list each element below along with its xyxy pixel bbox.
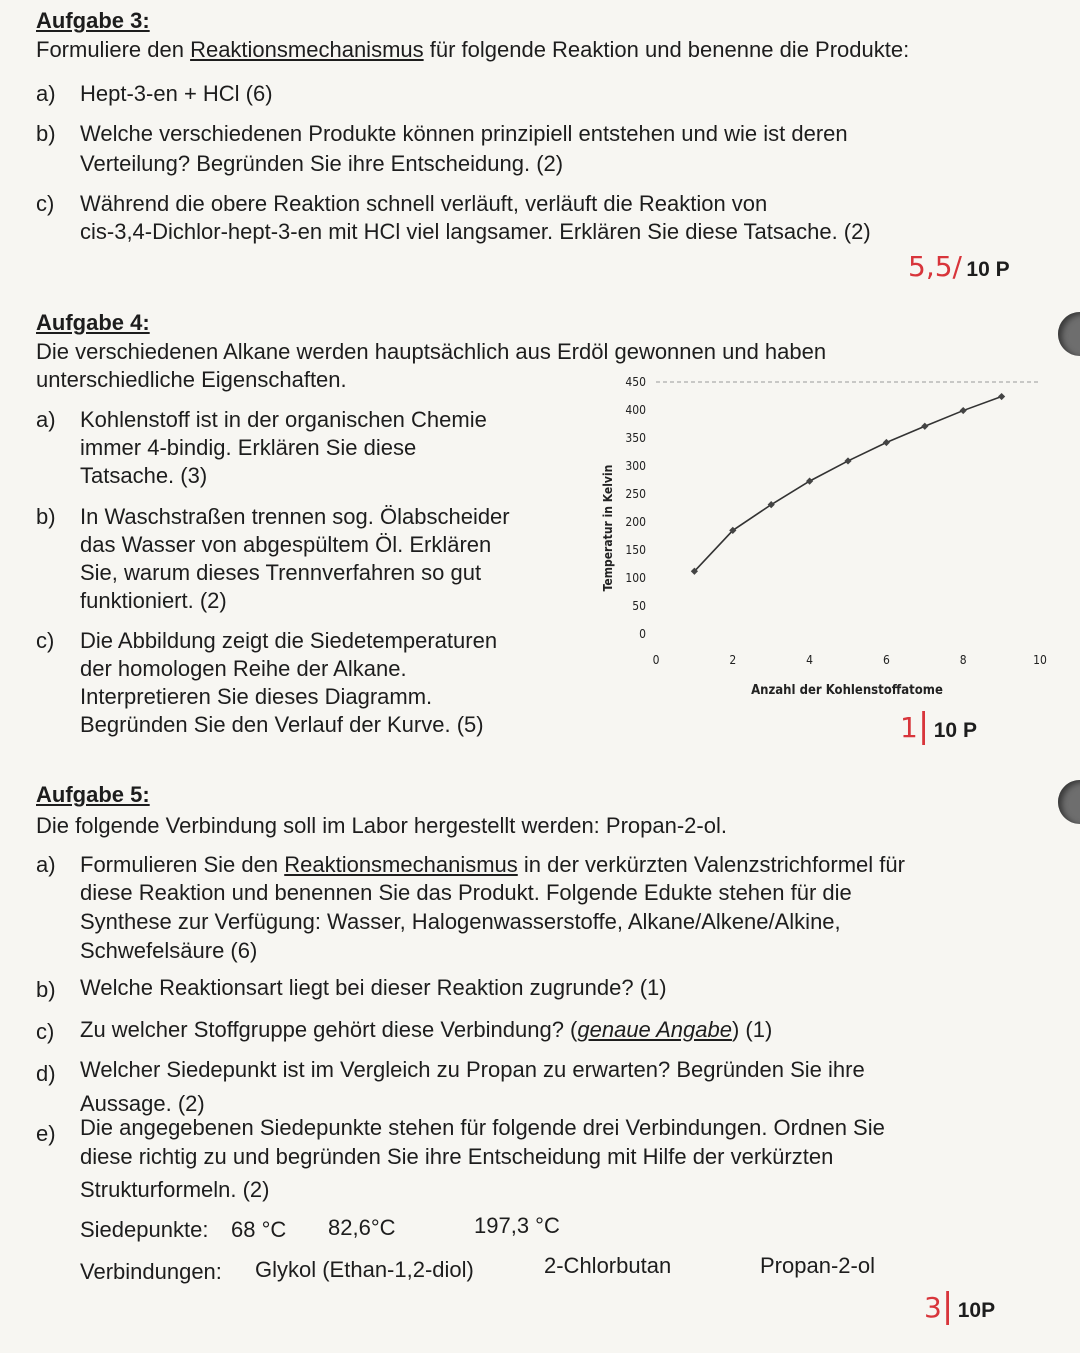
aufgabe-4-title: Aufgabe 4: <box>36 310 150 335</box>
a3-b-line1: Welche verschiedenen Produkte können prinzipiell entstehen und wie ist deren <box>80 121 848 146</box>
a4-a-label: a) <box>36 407 56 432</box>
sp-value-3: 197,3 °C <box>474 1213 560 1238</box>
a5-score-max: 10P <box>957 1299 996 1322</box>
chart-y-tick-label: 50 <box>632 599 646 613</box>
a3-score-max: 10 P <box>966 258 1010 281</box>
punch-hole-top <box>1058 312 1080 356</box>
a4-score: 1| 10 P <box>900 706 977 746</box>
boiling-point-chart <box>590 368 1060 708</box>
chart-y-tick-label: 200 <box>625 515 646 529</box>
chart-y-tick-label: 100 <box>625 571 646 585</box>
a4-c-label: c) <box>36 628 55 653</box>
a5-b-text: Welche Reaktionsart liegt bei dieser Reaktion zugrunde? (1) <box>80 975 667 1000</box>
a3-score-handwritten: 5,5 <box>908 250 953 283</box>
a5-score: 3| 10P <box>924 1286 996 1326</box>
a3-score: 5,5/ 10 P <box>908 250 1010 283</box>
chart-y-tick-label: 0 <box>639 627 646 641</box>
sp-value-2: 82,6°C <box>328 1215 396 1240</box>
chart-y-axis-label: Temperatur in Kelvin <box>601 464 615 592</box>
a5-intro: Die folgende Verbindung soll im Labor hergestellt werden: Propan-2-ol. <box>36 813 727 838</box>
a5-c-text: Zu welcher Stoffgruppe gehört diese Verbindung? (genaue Angabe) (1) <box>80 1017 773 1042</box>
vb-label: Verbindungen: <box>80 1259 222 1284</box>
chart-data-point <box>960 407 967 414</box>
a4-c-l2: der homologen Reihe der Alkane. <box>80 656 407 681</box>
a3-c-line2: cis-3,4-Dichlor-hept-3-en mit HCl viel langsamer. Erklären Sie diese Tatsache. (2) <box>80 219 871 244</box>
a4-b-l1: In Waschstraßen trennen sog. Ölabscheider <box>80 504 510 529</box>
vb-compound-2: 2-Chlorbutan <box>544 1253 672 1278</box>
a5-a-l4: Schwefelsäure (6) <box>80 938 258 963</box>
a4-c-l1: Die Abbildung zeigt die Siedetemperaturen <box>80 628 498 653</box>
a4-a-l3: Tatsache. (3) <box>80 463 208 488</box>
chart-x-tick-label: 6 <box>882 653 890 667</box>
chart-y-tick-label: 400 <box>625 403 646 417</box>
a5-a-l3: Synthese zur Verfügung: Wasser, Halogenwasserstoffe, Alkane/Alkene/Alkine, <box>80 909 841 934</box>
a4-intro-line1: Die verschiedenen Alkane werden hauptsächlich aus Erdöl gewonnen und haben <box>36 339 827 364</box>
aufgabe-3-title: Aufgabe 3: <box>36 8 150 33</box>
chart-x-tick-label: 8 <box>959 653 967 667</box>
chart-y-tick-label: 350 <box>625 431 646 445</box>
a3-a-text: Hept-3-en + HCl (6) <box>80 81 273 106</box>
chart-x-axis-label: Anzahl der Kohlenstoffatome <box>751 683 943 698</box>
punch-hole-bottom <box>1058 780 1080 824</box>
a5-d-l1: Welcher Siedepunkt ist im Vergleich zu Propan zu erwarten? Begründen Sie ihre <box>80 1057 865 1082</box>
a5-d-label: d) <box>36 1061 56 1086</box>
chart-data-point <box>883 439 890 446</box>
aufgabe-5-title: Aufgabe 5: <box>36 782 150 807</box>
sp-label: Siedepunkte: <box>80 1217 209 1242</box>
chart-x-tick-label: 2 <box>729 653 737 667</box>
chart-data-point <box>806 478 813 485</box>
chart-x-tick-label: 4 <box>806 653 814 667</box>
chart-data-point <box>844 457 851 464</box>
chart-y-tick-label: 300 <box>625 459 646 473</box>
sp-value-1: 68 °C <box>231 1217 287 1242</box>
a4-b-label: b) <box>36 504 56 529</box>
a5-a-l2: diese Reaktion und benennen Sie das Produkt. Folgende Edukte stehen für die <box>80 880 852 905</box>
chart-x-tick-label: 0 <box>652 653 660 667</box>
a4-a-l2: immer 4-bindig. Erklären Sie diese <box>80 435 417 460</box>
a5-e-l2: diese richtig zu und begründen Sie ihre Entscheidung mit Hilfe der verkürzten <box>80 1144 834 1169</box>
a5-b-label: b) <box>36 977 56 1002</box>
a4-score-max: 10 P <box>933 719 977 742</box>
a5-score-handwritten: 3 <box>924 1291 942 1324</box>
a4-a-l1: Kohlenstoff ist in der organischen Chemie <box>80 407 487 432</box>
chart-y-tick-label: 250 <box>625 487 646 501</box>
chart-x-tick-label: 10 <box>1033 653 1047 667</box>
chart-data-point <box>998 393 1005 400</box>
a5-c-label: c) <box>36 1019 55 1044</box>
chart-y-tick-label: 450 <box>625 375 646 389</box>
a4-c-l3: Interpretieren Sie dieses Diagramm. <box>80 684 433 709</box>
aufgabe-3-intro: Formuliere den Reaktionsmechanismus für folgende Reaktion und benenne die Produkte: <box>36 37 910 62</box>
a4-intro-line2: unterschiedliche Eigenschaften. <box>36 367 347 392</box>
a4-b-l3: Sie, warum dieses Trennverfahren so gut <box>80 560 482 585</box>
a4-b-l2: das Wasser von abgespültem Öl. Erklären <box>80 532 492 557</box>
a4-b-l4: funktioniert. (2) <box>80 588 227 613</box>
a3-b-label: b) <box>36 121 56 146</box>
a3-b-line2: Verteilung? Begründen Sie ihre Entscheidung. (2) <box>80 151 564 176</box>
a4-c-l4: Begründen Sie den Verlauf der Kurve. (5) <box>80 712 484 737</box>
chart-data-point <box>921 423 928 430</box>
a3-c-label: c) <box>36 191 55 216</box>
a5-a-l1: Formulieren Sie den Reaktionsmechanismus in der verkürzten Valenzstrichformel für <box>80 852 905 877</box>
vb-compound-1: Glykol (Ethan-1,2-diol) <box>255 1257 474 1282</box>
a5-e-l1: Die angegebenen Siedepunkte stehen für folgende drei Verbindungen. Ordnen Sie <box>80 1115 885 1140</box>
chart-series-line <box>694 397 1001 572</box>
a3-c-line1: Während die obere Reaktion schnell verläuft, verläuft die Reaktion von <box>80 191 768 216</box>
vb-compound-3: Propan-2-ol <box>760 1253 875 1278</box>
a5-a-label: a) <box>36 852 56 877</box>
a5-e-l3: Strukturformeln. (2) <box>80 1177 270 1202</box>
a5-e-label: e) <box>36 1121 56 1146</box>
a5-d-l2: Aussage. (2) <box>80 1091 205 1116</box>
a4-score-handwritten: 1 <box>900 711 918 744</box>
a3-a-label: a) <box>36 81 56 106</box>
chart-y-tick-label: 150 <box>625 543 646 557</box>
